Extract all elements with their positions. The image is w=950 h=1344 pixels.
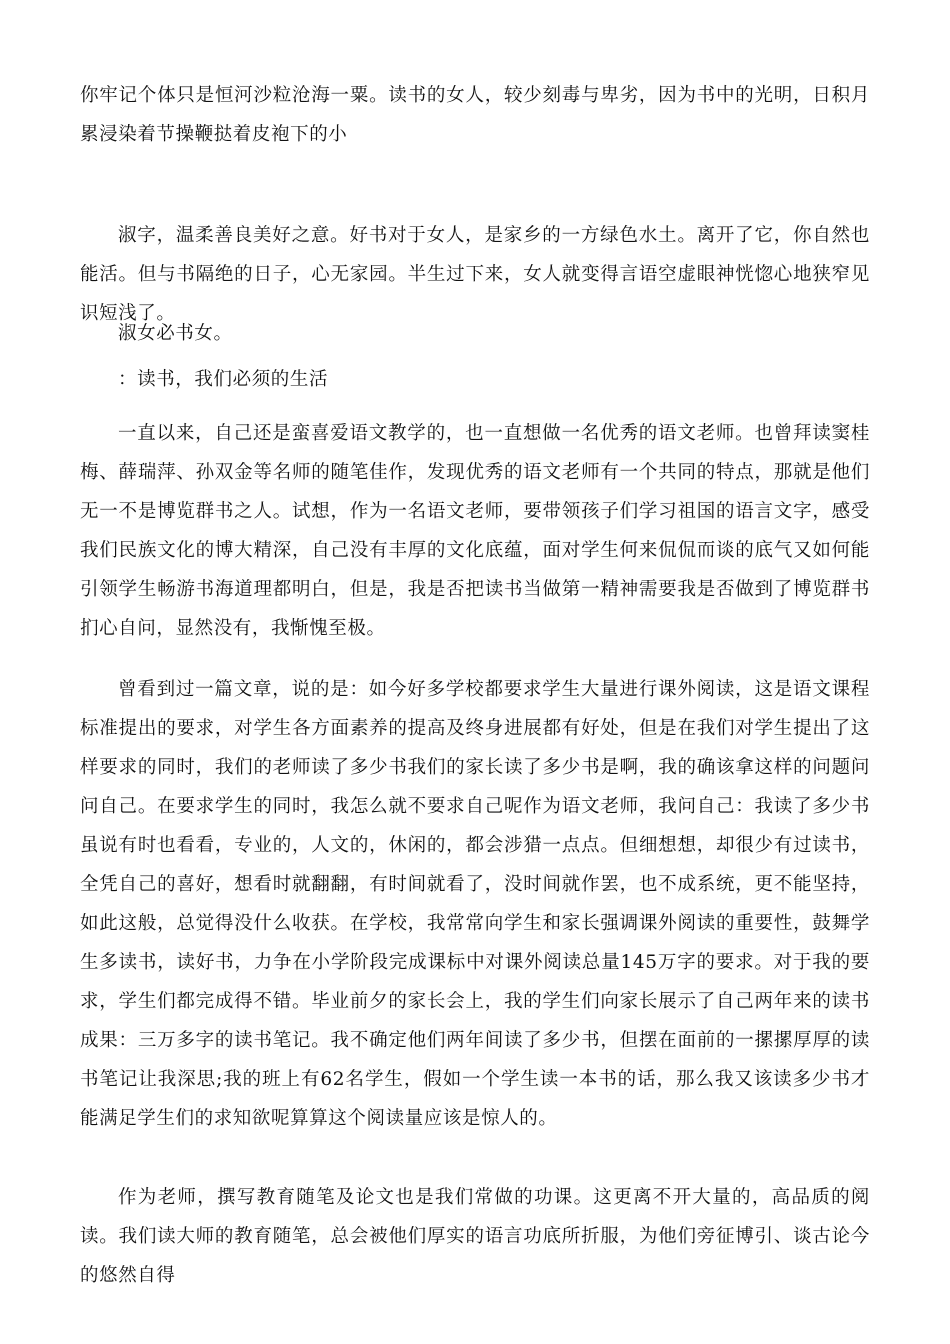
- paragraph-shu-meaning: 淑字，温柔善良美好之意。好书对于女人，是家乡的一方绿色水土。离开了它，你自然也能活。但与书隔绝的日子，心无家园。半生过下来，女人就变得言语空虚眼神恍惚心地狭窄见识短浅了。: [80, 225, 870, 324]
- paragraph-reading-article: 曾看到过一篇文章，说的是：如今好多学校都要求学生大量进行课外阅读，这是语文课程标准提出的要求，对学生各方面素养的提高及终身进展都有好处，但是在我们对学生提出了这样要求的同时，我们的老师读了多少书我们的家长读了多少书是啊，我的确该拿这样的问题问问自己。在要求学生的同时，我怎么就不要求自己呢作为语文老师，我问自己：我读了多少书虽说有时也看看，专业的，人文的，休闲的，都会涉猎一点点。但细想想，却很少有过读书，全凭自己的喜好，想看时就翻翻，有时间就看了，没时间就作罢，也不成系统，更不能坚持，如此这般，总觉得没什么收获。在学校，我常常向学生和家长强调课外阅读的重要性，鼓舞学生多读书，读好书，力争在小学阶段完成课标中对课外阅读总量145万字的要求。对于我的要求，学生们都完成得不错。毕业前夕的家长会上，我的学生们向家长展示了自己两年来的读书成果：三万多字的读书笔记。我不确定他们两年间读了多少书，但摆在面前的一摞摞厚厚的读书笔记让我深思;我的班上有62名学生，假如一个学生读一本书的话，那么我又该读多少书才能满足学生们的求知欲呢算算这个阅读量应该是惊人的。: [80, 679, 870, 1129]
- paragraph-teacher-essays: 作为老师，撰写教育随笔及论文也是我们常做的功课。这更离不开大量的，高品质的阅读。我们读大师的教育随笔，总会被他们厚实的语言功底所折服，为他们旁征博引、谈古论今的悠然自得: [80, 1187, 870, 1286]
- paragraph-shunv: 淑女必书女。: [118, 323, 233, 344]
- paragraph-teaching: 一直以来，自己还是蛮喜爱语文教学的，也一直想做一名优秀的语文老师。也曾拜读窦桂梅、薛瑞萍、孙双金等名师的随笔佳作，发现优秀的语文老师有一个共同的特点，那就是他们无一不是博览群书之人。试想，作为一名语文老师，要带领孩子们学习祖国的语言文字，感受我们民族文化的博大精深，自己没有丰厚的文化底蕴，面对学生何来侃侃而谈的底气又如何能引领学生畅游书海道理都明白，但是，我是否把读书当做第一精神需要我是否做到了博览群书扪心自问，显然没有，我惭愧至极。: [80, 423, 870, 639]
- section-title: ：读书，我们必须的生活: [118, 369, 329, 390]
- paragraph-continuation: 你牢记个体只是恒河沙粒沧海一粟。读书的女人，较少刻毒与卑劣，因为书中的光明，日积月累浸染着节操鞭挞着皮袍下的小: [80, 85, 870, 145]
